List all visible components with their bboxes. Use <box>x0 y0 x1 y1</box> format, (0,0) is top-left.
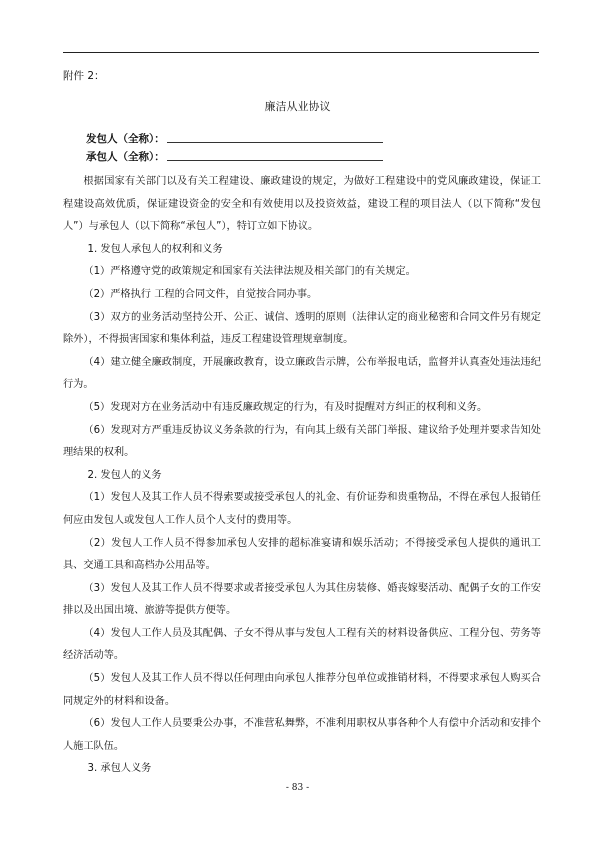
clause-paragraph: （4）建立健全廉政制度，开展廉政教育，设立廉政告示牌，公布举报电话，监督并认真查处违法违纪行为。 <box>63 356 541 391</box>
employer-blank-line <box>167 132 383 143</box>
clause-paragraph: （3）双方的业务活动坚持公开、公正、诚信、透明的原则（法律认定的商业秘密和合同文件另有规定除外），不得损害国家和集体利益，违反工程建设管理规章制度。 <box>63 311 541 346</box>
clause-paragraph: （6）发现对方严重违反协议义务条款的行为，有向其上级有关部门举报、建议给予处理并要求告知处理结果的权利。 <box>63 424 541 459</box>
document-title: 廉洁从业协议 <box>264 100 331 113</box>
section-heading: 1. 发包人承包人的权利和义务 <box>87 243 223 255</box>
clause-paragraph: （6）发包人工作人员要秉公办事，不准营私舞弊，不准利用职权从事各种个人有偿中介活动和安排个人施工队伍。 <box>63 718 541 752</box>
clause-paragraph: （2）发包人工作人员不得参加承包人安排的超标准宴请和娱乐活动；不得接受承包人提供的通讯工具、交通工具和高档办公用品等。 <box>63 537 541 572</box>
clause-paragraph: （3）发包人及其工作人员不得要求或者接受承包人为其住房装修、婚丧嫁娶活动、配偶子女的工作安排以及出国出境、旅游等提供方便等。 <box>63 582 541 617</box>
contractor-label: 承包人（全称）： <box>86 151 165 163</box>
section-heading: 3. 承包人义务 <box>87 763 152 775</box>
clause-paragraph: （2）严格执行 工程的合同文件，自觉按合同办事。 <box>83 288 318 300</box>
clause-paragraph: （1）严格遵守党的政策规定和国家有关法律法规及相关部门的有关规定。 <box>83 266 416 278</box>
employer-label: 发包人（全称）： <box>86 133 165 145</box>
clause-paragraph: （5）发包人及其工作人员不得以任何理由向承包人推荐分包单位或推销材料，不得要求承包人购买合同规定外的材料和设备。 <box>63 673 541 707</box>
employer-field <box>86 131 383 146</box>
clause-paragraph: （5）发现对方在业务活动中有违反廉政规定的行为，有及时提醒对方纠正的权利和义务。 <box>83 401 488 413</box>
contractor-field <box>86 149 383 164</box>
section-heading: 2. 发包人的义务 <box>87 469 162 481</box>
attachment-label: 附件 2： <box>63 70 105 82</box>
agreement-body <box>63 171 541 781</box>
header-rule <box>63 52 539 53</box>
contractor-blank-line <box>167 150 383 161</box>
clause-paragraph: （1）发包人及其工作人员不得索要或接受承包人的礼金、有价证券和贵重物品，不得在承包人报销任何应由发包人或发包人工作人员个人支付的费用等。 <box>63 492 541 526</box>
page-number: - 83 - <box>285 783 310 793</box>
intro-paragraph: 根据国家有关部门以及有关工程建设、廉政建设的规定，为做好工程建设中的党风廉政建设，保证工程建设高效优质，保证建设资金的安全和有效使用以及投资效益，建设工程的项目法人（以下简称“发包人”）与承包人（以下简称“承包人”），特订立如下协议。 <box>63 176 541 233</box>
clause-paragraph: （4）发包人工作人员及其配偶、子女不得从事与发包人工程有关的材料设备供应、工程分包、劳务等经济活动等。 <box>63 627 541 662</box>
